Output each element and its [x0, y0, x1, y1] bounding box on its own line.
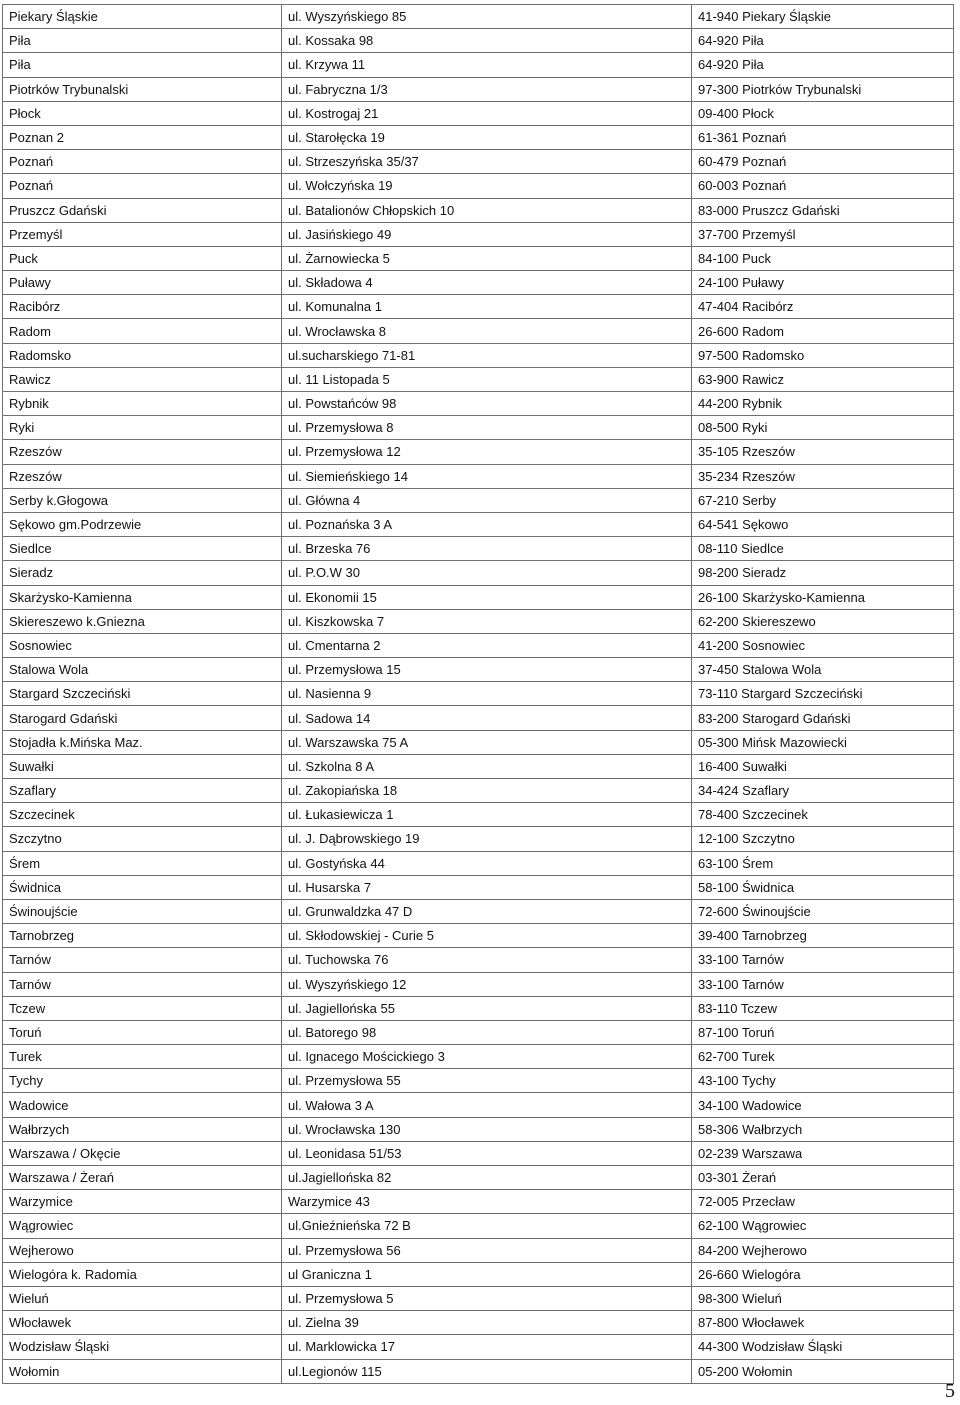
postal-city-cell: 16-400 Suwałki	[692, 754, 954, 778]
street-cell: ul. Łukasiewicza 1	[282, 803, 692, 827]
postal-city-cell: 72-005 Przecław	[692, 1190, 954, 1214]
postal-city-cell: 34-424 Szaflary	[692, 779, 954, 803]
city-cell: Tarnów	[3, 948, 282, 972]
city-cell: Szczecinek	[3, 803, 282, 827]
city-cell: Poznan 2	[3, 125, 282, 149]
table-row	[3, 1311, 954, 1335]
table-row	[3, 440, 954, 464]
table-row	[3, 561, 954, 585]
table-row	[3, 416, 954, 440]
postal-city-cell: 83-110 Tczew	[692, 996, 954, 1020]
table-row	[3, 1214, 954, 1238]
street-cell: ul. Zakopiańska 18	[282, 779, 692, 803]
postal-city-cell: 67-210 Serby	[692, 488, 954, 512]
street-cell: ul. Skłodowskiej - Curie 5	[282, 924, 692, 948]
table-row	[3, 754, 954, 778]
postal-city-cell: 26-600 Radom	[692, 319, 954, 343]
city-cell: Wejherowo	[3, 1238, 282, 1262]
city-cell: Stojadła k.Mińska Maz.	[3, 730, 282, 754]
postal-city-cell: 87-100 Toruń	[692, 1020, 954, 1044]
table-row	[3, 803, 954, 827]
postal-city-cell: 72-600 Świnoujście	[692, 899, 954, 923]
postal-city-cell: 58-306 Wałbrzych	[692, 1117, 954, 1141]
city-cell: Racibórz	[3, 295, 282, 319]
table-row	[3, 706, 954, 730]
table-row	[3, 658, 954, 682]
city-cell: Włocławek	[3, 1311, 282, 1335]
postal-city-cell: 63-100 Śrem	[692, 851, 954, 875]
street-cell: ul. Jasińskiego 49	[282, 222, 692, 246]
street-cell: ul. Husarska 7	[282, 875, 692, 899]
street-cell: ul. Główna 4	[282, 488, 692, 512]
table-row	[3, 319, 954, 343]
city-cell: Siedlce	[3, 537, 282, 561]
city-cell: Wodzisław Śląski	[3, 1335, 282, 1359]
table-row	[3, 1069, 954, 1093]
table-row	[3, 512, 954, 536]
city-cell: Stalowa Wola	[3, 658, 282, 682]
table-row	[3, 488, 954, 512]
table-row	[3, 464, 954, 488]
table-row	[3, 682, 954, 706]
table-row	[3, 343, 954, 367]
table-row	[3, 271, 954, 295]
street-cell: ul. Krzywa 11	[282, 53, 692, 77]
table-row	[3, 174, 954, 198]
postal-city-cell: 58-100 Świdnica	[692, 875, 954, 899]
address-table	[2, 4, 954, 1384]
city-cell: Rzeszów	[3, 440, 282, 464]
city-cell: Sieradz	[3, 561, 282, 585]
street-cell: ul. Wałowa 3 A	[282, 1093, 692, 1117]
street-cell: ul.sucharskiego 71-81	[282, 343, 692, 367]
postal-city-cell: 64-920 Piła	[692, 53, 954, 77]
postal-city-cell: 60-003 Poznań	[692, 174, 954, 198]
street-cell: ul. Kostrogaj 21	[282, 101, 692, 125]
city-cell: Radomsko	[3, 343, 282, 367]
city-cell: Turek	[3, 1045, 282, 1069]
street-cell: ul. Przemysłowa 8	[282, 416, 692, 440]
table-row	[3, 1117, 954, 1141]
table-row	[3, 1093, 954, 1117]
street-cell: ul. Nasienna 9	[282, 682, 692, 706]
city-cell: Sosnowiec	[3, 633, 282, 657]
street-cell: ul. Leonidasa 51/53	[282, 1141, 692, 1165]
city-cell: Rybnik	[3, 392, 282, 416]
table-row	[3, 1238, 954, 1262]
page-number: 5	[945, 1380, 955, 1402]
postal-city-cell: 37-700 Przemyśl	[692, 222, 954, 246]
city-cell: Świdnica	[3, 875, 282, 899]
city-cell: Skiereszewo k.Gniezna	[3, 609, 282, 633]
postal-city-cell: 41-940 Piekary Śląskie	[692, 5, 954, 29]
city-cell: Wałbrzych	[3, 1117, 282, 1141]
table-row	[3, 875, 954, 899]
postal-city-cell: 47-404 Racibórz	[692, 295, 954, 319]
street-cell: ul. Brzeska 76	[282, 537, 692, 561]
city-cell: Wągrowiec	[3, 1214, 282, 1238]
street-cell: ul. Wyszyńskiego 85	[282, 5, 692, 29]
street-cell: ul. Przemysłowa 55	[282, 1069, 692, 1093]
postal-city-cell: 33-100 Tarnów	[692, 972, 954, 996]
table-row	[3, 53, 954, 77]
postal-city-cell: 09-400 Płock	[692, 101, 954, 125]
table-row	[3, 1335, 954, 1359]
table-row	[3, 1190, 954, 1214]
street-cell: ul.Legionów 115	[282, 1359, 692, 1383]
table-row	[3, 779, 954, 803]
table-row	[3, 1166, 954, 1190]
table-row	[3, 150, 954, 174]
city-cell: Stargard Szczeciński	[3, 682, 282, 706]
postal-city-cell: 60-479 Poznań	[692, 150, 954, 174]
city-cell: Piotrków Trybunalski	[3, 77, 282, 101]
street-cell: ul. Batalionów Chłopskich 10	[282, 198, 692, 222]
street-cell: ul. Gostyńska 44	[282, 851, 692, 875]
postal-city-cell: 73-110 Stargard Szczeciński	[692, 682, 954, 706]
city-cell: Rzeszów	[3, 464, 282, 488]
postal-city-cell: 64-920 Piła	[692, 29, 954, 53]
street-cell: ul. Starołęcka 19	[282, 125, 692, 149]
postal-city-cell: 84-200 Wejherowo	[692, 1238, 954, 1262]
city-cell: Przemyśl	[3, 222, 282, 246]
postal-city-cell: 84-100 Puck	[692, 246, 954, 270]
street-cell: ul.Jagiellońska 82	[282, 1166, 692, 1190]
city-cell: Wielogóra k. Radomia	[3, 1262, 282, 1286]
postal-city-cell: 08-110 Siedlce	[692, 537, 954, 561]
table-row	[3, 246, 954, 270]
postal-city-cell: 35-234 Rzeszów	[692, 464, 954, 488]
street-cell: ul. J. Dąbrowskiego 19	[282, 827, 692, 851]
postal-city-cell: 39-400 Tarnobrzeg	[692, 924, 954, 948]
table-row	[3, 77, 954, 101]
city-cell: Wołomin	[3, 1359, 282, 1383]
city-cell: Szczytno	[3, 827, 282, 851]
postal-city-cell: 43-100 Tychy	[692, 1069, 954, 1093]
postal-city-cell: 05-300 Mińsk Mazowiecki	[692, 730, 954, 754]
city-cell: Sękowo gm.Podrzewie	[3, 512, 282, 536]
city-cell: Rawicz	[3, 367, 282, 391]
street-cell: ul. Wyszyńskiego 12	[282, 972, 692, 996]
postal-city-cell: 26-660 Wielogóra	[692, 1262, 954, 1286]
city-cell: Poznań	[3, 150, 282, 174]
table-row	[3, 101, 954, 125]
address-table-body	[3, 5, 954, 1384]
table-row	[3, 295, 954, 319]
postal-city-cell: 37-450 Stalowa Wola	[692, 658, 954, 682]
table-row	[3, 1359, 954, 1383]
city-cell: Pruszcz Gdański	[3, 198, 282, 222]
table-row	[3, 609, 954, 633]
city-cell: Świnoujście	[3, 899, 282, 923]
street-cell: ul. Szkolna 8 A	[282, 754, 692, 778]
table-row	[3, 1141, 954, 1165]
table-row	[3, 730, 954, 754]
city-cell: Tczew	[3, 996, 282, 1020]
table-row	[3, 899, 954, 923]
table-row	[3, 392, 954, 416]
table-row	[3, 1262, 954, 1286]
table-row	[3, 633, 954, 657]
street-cell: ul. Poznańska 3 A	[282, 512, 692, 536]
street-cell: ul. Batorego 98	[282, 1020, 692, 1044]
city-cell: Tychy	[3, 1069, 282, 1093]
postal-city-cell: 62-100 Wągrowiec	[692, 1214, 954, 1238]
street-cell: ul. Komunalna 1	[282, 295, 692, 319]
street-cell: ul. Siemieńskiego 14	[282, 464, 692, 488]
street-cell: ul. Wołczyńska 19	[282, 174, 692, 198]
postal-city-cell: 97-500 Radomsko	[692, 343, 954, 367]
postal-city-cell: 64-541 Sękowo	[692, 512, 954, 536]
postal-city-cell: 62-700 Turek	[692, 1045, 954, 1069]
table-row	[3, 996, 954, 1020]
postal-city-cell: 78-400 Szczecinek	[692, 803, 954, 827]
street-cell: ul. Marklowicka 17	[282, 1335, 692, 1359]
postal-city-cell: 44-200 Rybnik	[692, 392, 954, 416]
table-row	[3, 1045, 954, 1069]
postal-city-cell: 12-100 Szczytno	[692, 827, 954, 851]
postal-city-cell: 83-200 Starogard Gdański	[692, 706, 954, 730]
street-cell: ul. Powstańców 98	[282, 392, 692, 416]
table-row	[3, 222, 954, 246]
postal-city-cell: 34-100 Wadowice	[692, 1093, 954, 1117]
table-row	[3, 827, 954, 851]
street-cell: ul. Cmentarna 2	[282, 633, 692, 657]
street-cell: ul. Kossaka 98	[282, 29, 692, 53]
table-row	[3, 585, 954, 609]
city-cell: Szaflary	[3, 779, 282, 803]
street-cell: ul. Grunwaldzka 47 D	[282, 899, 692, 923]
city-cell: Suwałki	[3, 754, 282, 778]
street-cell: Warzymice 43	[282, 1190, 692, 1214]
postal-city-cell: 83-000 Pruszcz Gdański	[692, 198, 954, 222]
table-row	[3, 29, 954, 53]
table-row	[3, 1286, 954, 1310]
street-cell: ul. Kiszkowska 7	[282, 609, 692, 633]
city-cell: Wadowice	[3, 1093, 282, 1117]
city-cell: Radom	[3, 319, 282, 343]
city-cell: Warszawa / Okęcie	[3, 1141, 282, 1165]
street-cell: ul. Strzeszyńska 35/37	[282, 150, 692, 174]
city-cell: Serby k.Głogowa	[3, 488, 282, 512]
table-row	[3, 367, 954, 391]
city-cell: Skarżysko-Kamienna	[3, 585, 282, 609]
table-row	[3, 537, 954, 561]
postal-city-cell: 33-100 Tarnów	[692, 948, 954, 972]
city-cell: Piła	[3, 29, 282, 53]
street-cell: ul. Przemysłowa 5	[282, 1286, 692, 1310]
table-row	[3, 948, 954, 972]
postal-city-cell: 63-900 Rawicz	[692, 367, 954, 391]
postal-city-cell: 35-105 Rzeszów	[692, 440, 954, 464]
city-cell: Puck	[3, 246, 282, 270]
street-cell: ul. Przemysłowa 15	[282, 658, 692, 682]
street-cell: ul. Ekonomii 15	[282, 585, 692, 609]
table-row	[3, 5, 954, 29]
street-cell: ul. Żarnowiecka 5	[282, 246, 692, 270]
street-cell: ul.Gnieźnieńska 72 B	[282, 1214, 692, 1238]
postal-city-cell: 44-300 Wodzisław Śląski	[692, 1335, 954, 1359]
city-cell: Puławy	[3, 271, 282, 295]
city-cell: Warszawa / Żerań	[3, 1166, 282, 1190]
street-cell: ul. Fabryczna 1/3	[282, 77, 692, 101]
street-cell: ul Graniczna 1	[282, 1262, 692, 1286]
street-cell: ul. Zielna 39	[282, 1311, 692, 1335]
postal-city-cell: 08-500 Ryki	[692, 416, 954, 440]
city-cell: Piła	[3, 53, 282, 77]
postal-city-cell: 26-100 Skarżysko-Kamienna	[692, 585, 954, 609]
city-cell: Płock	[3, 101, 282, 125]
street-cell: ul. Tuchowska 76	[282, 948, 692, 972]
postal-city-cell: 98-300 Wieluń	[692, 1286, 954, 1310]
street-cell: ul. Wrocławska 8	[282, 319, 692, 343]
postal-city-cell: 61-361 Poznań	[692, 125, 954, 149]
table-row	[3, 198, 954, 222]
postal-city-cell: 03-301 Żerań	[692, 1166, 954, 1190]
street-cell: ul. Ignacego Mościckiego 3	[282, 1045, 692, 1069]
table-row	[3, 125, 954, 149]
city-cell: Starogard Gdański	[3, 706, 282, 730]
postal-city-cell: 98-200 Sieradz	[692, 561, 954, 585]
city-cell: Poznań	[3, 174, 282, 198]
postal-city-cell: 41-200 Sosnowiec	[692, 633, 954, 657]
table-row	[3, 924, 954, 948]
street-cell: ul. 11 Listopada 5	[282, 367, 692, 391]
street-cell: ul. Sadowa 14	[282, 706, 692, 730]
postal-city-cell: 02-239 Warszawa	[692, 1141, 954, 1165]
table-row	[3, 1020, 954, 1044]
street-cell: ul. Wrocławska 130	[282, 1117, 692, 1141]
table-row	[3, 851, 954, 875]
postal-city-cell: 62-200 Skiereszewo	[692, 609, 954, 633]
street-cell: ul. Przemysłowa 56	[282, 1238, 692, 1262]
street-cell: ul. P.O.W 30	[282, 561, 692, 585]
table-row	[3, 972, 954, 996]
postal-city-cell: 97-300 Piotrków Trybunalski	[692, 77, 954, 101]
city-cell: Piekary Śląskie	[3, 5, 282, 29]
city-cell: Śrem	[3, 851, 282, 875]
street-cell: ul. Przemysłowa 12	[282, 440, 692, 464]
city-cell: Warzymice	[3, 1190, 282, 1214]
city-cell: Toruń	[3, 1020, 282, 1044]
street-cell: ul. Warszawska 75 A	[282, 730, 692, 754]
city-cell: Tarnobrzeg	[3, 924, 282, 948]
postal-city-cell: 24-100 Puławy	[692, 271, 954, 295]
postal-city-cell: 87-800 Włocławek	[692, 1311, 954, 1335]
postal-city-cell: 05-200 Wołomin	[692, 1359, 954, 1383]
street-cell: ul. Jagiellońska 55	[282, 996, 692, 1020]
street-cell: ul. Składowa 4	[282, 271, 692, 295]
city-cell: Tarnów	[3, 972, 282, 996]
city-cell: Wieluń	[3, 1286, 282, 1310]
city-cell: Ryki	[3, 416, 282, 440]
